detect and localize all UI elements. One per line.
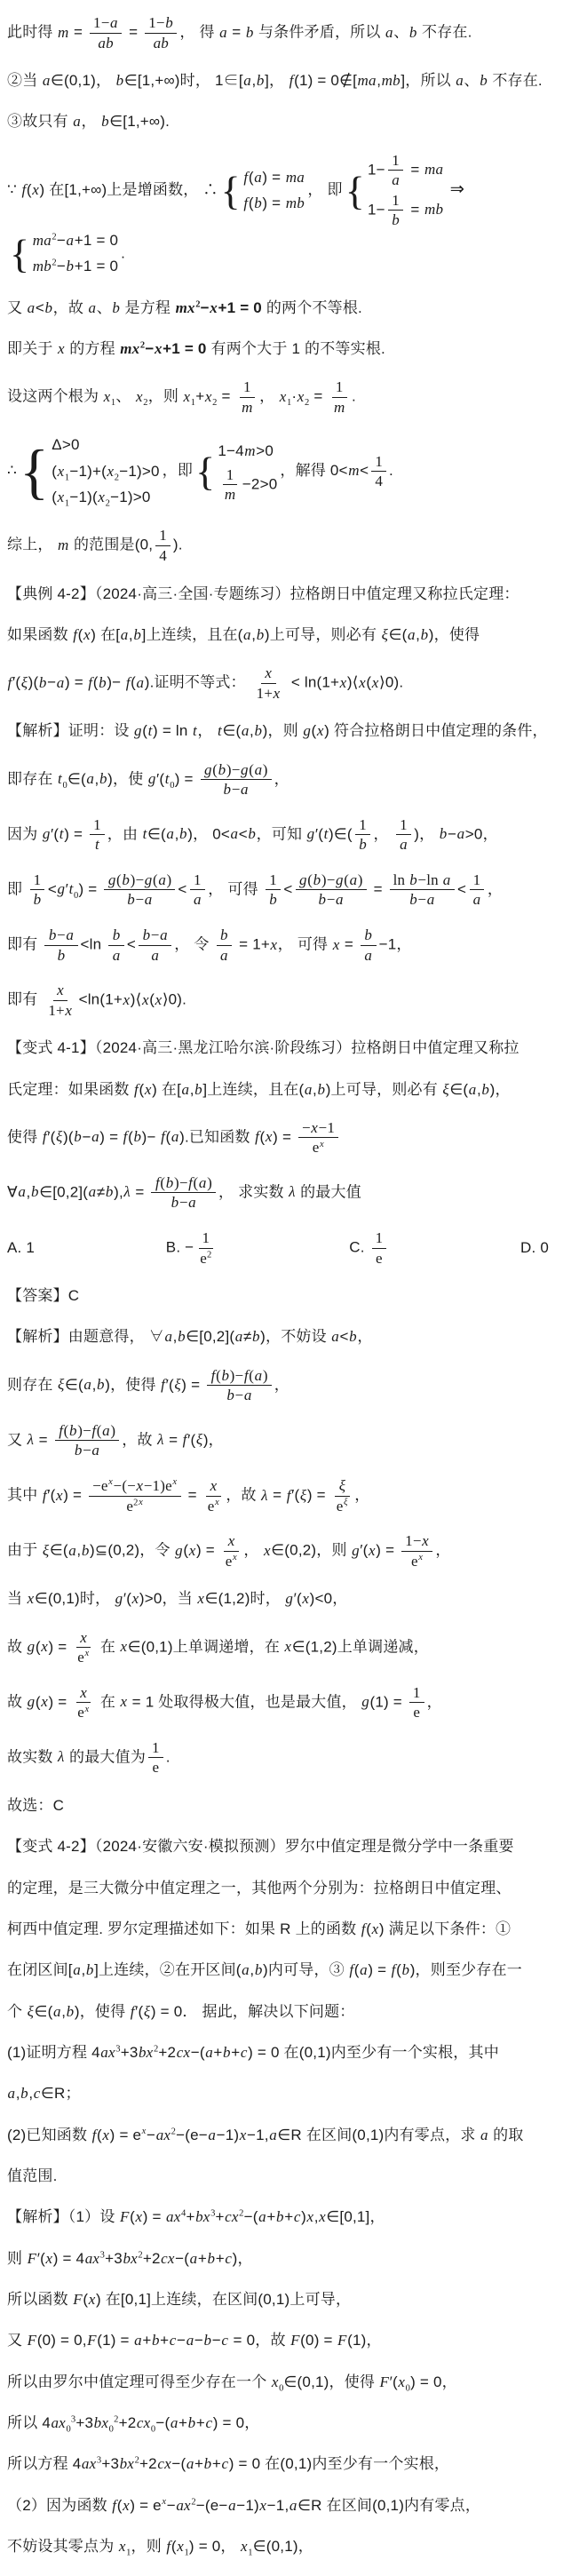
solution-line: 则 $F'(x) = 4ax^3+3bx^2+2cx-(a+b+c)$， [7, 2249, 253, 2267]
left-brace: { [10, 231, 30, 277]
problem-line: 在闭区间[a,b]上连续，②在开区间(a,b)内可导，③ f(a) = f(b)，则至少存在一 [7, 1961, 522, 1979]
fraction: $\frac{-e^x-(-x-1)e^x}{e^{2x}}$ [89, 1477, 181, 1515]
fraction: $\frac{1}{m}$ [329, 378, 348, 416]
problem-line: (1)证明方程 $4ax^3+3bx^2+2cx-(a+b+c) = 0$ 在(0,1)内至少有一个实根，其中 [7, 2043, 499, 2061]
option-a: A. 1 [7, 1238, 36, 1256]
option-d: D. 0 [520, 1238, 549, 1256]
equation-system: { 1−4m>0 $\frac{1}{m}$ −2>0 [195, 442, 278, 504]
fraction: $\frac{g(b)-g(a)}{b-a}$ [104, 871, 175, 909]
solution-line: 因为 g′(t) = $\frac{1}{t}$ ，由 t∈(a,b)， 0<a<b，可知 g′(t)∈( $\frac{1}{b}$ ， $\frac{1}{a}$ )， b−a>0， [7, 815, 498, 854]
fraction: $\frac{x}{1+x}$ [256, 664, 281, 702]
equation-system: { Δ>0 $(x_1-1)+(x_2-1)>0$ $(x_1-1)(x_2-1)>0$ [20, 436, 160, 509]
solution-line: 设这两个根为 $x_1$、 $x_2$，则 $x_1+x_2$ = $\frac{1}{m}$ ， $x_1\cdot x_2$ = $\frac{1}{m}$ . [7, 378, 356, 416]
fraction: $\frac{f(b)-f(a)}{b-a}$ [207, 1367, 272, 1404]
problem-line: a,b,c∈R； [7, 2085, 81, 2103]
left-brace: { [195, 449, 216, 495]
left-brace: { [20, 437, 50, 505]
solution-line: 即 $\frac{1}{b}$ $<g't_0$) = $\frac{g(b)-g(a)}{b-a}$ < $\frac{1}{a}$ ， 可得 $\frac{1}{b}$ < $\frac{g(b)-g(a)}{b-a}$ = $\frac{\text{ln b−ln a}}{b-a}$ < $\frac{1}{a}$ ， [7, 871, 504, 909]
variant-4-2-heading: 【变式 4-2】（2024·安徽六安·模拟预测）罗尔中值定理是微分学中一条重要 [7, 1838, 514, 1856]
solution-line: 故 g(x) = $\frac{x}{e^x}$ 在 x∈(0,1)上单调递增，在 x∈(1,2)上单调递减， [7, 1628, 429, 1666]
option-row [7, 1220, 572, 1276]
solution-line: 当 x∈(0,1)时， g′(x)>0，当 x∈(1,2)时， g′(x)<0， [7, 1590, 348, 1608]
fraction: $\frac{1}{e}$ [372, 1229, 387, 1267]
fraction: $\frac{g(b)-g(a)}{b-a}$ [201, 761, 272, 799]
solution-line: 所以函数 F(x) 在[0,1]上连续，在区间(0,1)上可导， [7, 2290, 352, 2308]
fraction: $\frac{1}{e}$ [148, 1739, 163, 1777]
fraction: $\frac{b}{a}$ [217, 926, 233, 964]
solution-line: 其中 f′(x) = $\frac{-e^x-(-x-1)e^x}{e^{2x}}$ = $\frac{x}{e^x}$ ，故 λ = f′(ξ) = $\frac{\xi}{e^\xi}$ ， [7, 1477, 370, 1515]
equation-system: { 1− $\frac{1}{a}$ = ma 1− $\frac{1}{b}$ = mb [345, 151, 444, 229]
fraction: $\frac{1}{t}$ [90, 816, 105, 854]
fraction: $\frac{x}{e^x}$ [222, 1532, 242, 1570]
equation-system: { $ma^2-a+1 = 0$ $mb^2-b+1 = 0$ [10, 231, 119, 277]
fraction: $\frac{b-a}{b}$ [44, 926, 77, 964]
problem-line: 值范围. [7, 2167, 58, 2184]
solution-line: 又 F(0) = 0,F(1) = a+b+c−a−b−c = 0，故 F(0) = F(1)， [7, 2332, 382, 2349]
solution-line: 则存在 ξ∈(a,b)，使得 f′(ξ) = $\frac{f(b)-f(a)}{b-a}$ ， [7, 1366, 290, 1404]
choice-line: 故选：C [7, 1796, 65, 1814]
solution-line: 又 a<b，故 a、b 是方程 $mx^2-x+1 = 0$ 的两个不等根. [7, 298, 362, 316]
problem-line: 的定理，是三大微分中值定理之一，其他两个分别为：拉格朗日中值定理、 [7, 1879, 512, 1896]
fraction: $\frac{-x-1}{e^x}$ [298, 1119, 338, 1157]
fraction: $\frac{f(b)-f(a)}{b-a}$ [151, 1174, 216, 1212]
fraction: $\frac{1}{e}$ [409, 1684, 424, 1721]
left-brace: { [345, 167, 365, 213]
fraction: $\frac{1}{b}$ [266, 871, 282, 909]
problem-line: 使得 f′(ξ)(b−a) = f(b)− f(a).已知函数 f(x) = $\frac{-x-1}{e^x}$ [7, 1110, 572, 1165]
fraction: $\frac{x}{1+x}$ [48, 982, 73, 1019]
fraction: $\frac{1}{b}$ [355, 816, 371, 854]
equation-system: { f(a) = ma f(b) = mb [220, 167, 305, 213]
problem-line: f′(ξ)(b−a) = f(b)− f(a).证明不等式： $\frac{x}{1+x}$ < ln(1+x)⟨x(x⟩0). [7, 664, 404, 702]
analysis-line: 【解析】由题意得， ∀a,b∈[0,2](a≠b)，不妨设 a<b， [7, 1328, 373, 1346]
fraction: $\frac{x}{e^x}$ [204, 1477, 224, 1515]
fraction: $\frac{\text{ln b−ln a}}{b-a}$ [390, 871, 455, 909]
fraction: $\frac{g(b)-g(a)}{b-a}$ [296, 871, 367, 909]
fraction: $\frac{1}{a}$ [388, 152, 404, 189]
analysis-line: 【解析】证明：设 g(t) = ln t， t∈(a,b)，则 g(x) 符合拉格朗日中值定理的条件， [7, 722, 548, 740]
fraction: $\frac{f(b)-f(a)}{b-a}$ [55, 1422, 120, 1459]
fraction: $\frac{1}{4}$ [371, 453, 386, 490]
problem-line: 柯西中值定理. 罗尔定理描述如下：如果 R 上的函数 f(x) 满足以下条件：① [7, 1920, 512, 1937]
fraction: $\frac{x}{e^x}$ [74, 1629, 93, 1666]
fraction: $\frac{x}{e^x}$ [74, 1684, 93, 1721]
problem-line: ∀a,b∈[0,2](a≠b),λ = $\frac{f(b)-f(a)}{b-a}$ ， 求实数 λ 的最大值 [7, 1173, 361, 1212]
fraction: $\frac{1-b}{ab}$ [145, 14, 177, 52]
solution-line: 不妨设其零点为 $x_1$，则 $f(x_1) = 0$， $x_1\in(0,1)$， [7, 2538, 313, 2558]
fraction: $\frac{1}{a}$ [469, 871, 485, 909]
solution-line: ∴ { Δ>0 $(x_1-1)+(x_2-1)>0$ $(x_1-1)(x_2-1)>0$ ，即 { 1−4m>0 $\frac{1}{m}$ −2>0 ，解得 0<m< $\frac{1}{4}$ . [7, 425, 572, 518]
solution-line: 故 g(x) = $\frac{x}{e^x}$ 在 x = 1 处取得极大值，也是最大值， g(1) = $\frac{1}{e}$ ， [7, 1683, 442, 1721]
problem-line: 如果函数 f(x) 在[a,b]上连续，且在(a,b)上可导，则必有 ξ∈(a,b)，使得 [7, 625, 480, 643]
problem-line: 个 ξ∈(a,b)，使得 f′(ξ) = 0． 据此，解决以下问题： [7, 2002, 355, 2020]
fraction: $\frac{\xi}{e^\xi}$ [336, 1477, 348, 1515]
solution-line: 此时得 m = $\frac{1-a}{ab}$ = $\frac{1-b}{ab}$ ， 得 a = b 与条件矛盾，所以 a、b 不存在. [7, 14, 472, 52]
fraction: $\frac{1}{m}$ [238, 378, 257, 416]
solution-line: 由于 ξ∈(a,b)⊆(0,2)，令 g(x) = $\frac{x}{e^x}$ ， x∈(0,2)，则 g′(x) = $\frac{1-x}{e^x}$ ， [7, 1532, 451, 1570]
solution-line: 综上， m 的范围是(0, $\frac{1}{4}$ ). [7, 527, 183, 565]
fraction: $\frac{1-a}{ab}$ [90, 14, 122, 52]
option-b: B. − $\frac{1}{e^2}$ [166, 1229, 218, 1267]
fraction: $\frac{b}{a}$ [108, 926, 124, 964]
fraction: $\frac{b}{a}$ [361, 926, 377, 964]
fraction: $\frac{1-x}{e^x}$ [401, 1532, 432, 1570]
answer-line: 【答案】C [7, 1287, 80, 1305]
solution-line: ②当 a∈(0,1)， b∈[1,+∞)时， 1∈[a,b]， f(1) = 0∉[ma,mb]，所以 a、b 不存在. [7, 72, 543, 90]
fraction: $\frac{1}{m}$ [220, 466, 239, 504]
fraction: $\frac{1}{4}$ [155, 527, 171, 564]
solution-line: 所以方程 $4ax^3+3bx^2+2cx-(a+b+c) = 0$ 在(0,1)内至少有一个实根， [7, 2455, 450, 2473]
solution-line: 即有 $\frac{b-a}{b}$ <ln $\frac{b}{a}$ < $\frac{b-a}{a}$ ， 令 $\frac{b}{a}$ = 1+x， 可得 x = $\frac{b}{a}$ −1， [7, 926, 412, 964]
solution-line: 故实数 λ 的最大值为 $\frac{1}{e}$ . [7, 1738, 171, 1777]
fraction: $\frac{1}{b}$ [29, 871, 45, 909]
solution-line: 即关于 x 的方程 $mx^2-x+1 = 0$ 有两个大于 1 的不等实根. [7, 340, 385, 357]
solution-line: ∵ f(x) 在[1,+∞)上是增函数， ∴ { f(a) = ma f(b) = mb ， 即 { 1− $\frac{1}{a}$ = ma 1− $\frac{1}{b}$ = mb ⇒ { $ma^2-a+1 = 0$ $mb^2-b+1 = 0$ . [7, 143, 572, 288]
problem-line: (2)已知函数 $f(x) = e^x-ax^2-(e-a-1)x-1,a\in R$ 在区间(0,1)内有零点，求 a 的取 [7, 2126, 524, 2143]
option-c: C. $\frac{1}{e}$ [349, 1229, 389, 1267]
problem-line: 氏定理：如果函数 f(x) 在[a,b]上连续，且在(a,b)上可导，则必有 ξ∈(a,b)， [7, 1080, 511, 1098]
solution-line: 所以由罗尔中值定理可得至少存在一个 $x_0\in(0,1)$，使得 $F'(x_0) = 0$， [7, 2373, 457, 2394]
fraction: $\frac{1}{e^2}$ [200, 1229, 212, 1267]
solution-line: 所以 $4ax_0^3+3bx_0^2+2cx_0-(a+b+c) = 0$， [7, 2413, 260, 2435]
solution-line: 又 λ = $\frac{f(b)-f(a)}{b-a}$ ，故 λ = f′(ξ)， [7, 1421, 224, 1459]
left-brace: { [220, 167, 241, 213]
fraction: $\frac{1}{b}$ [388, 192, 404, 229]
solution-line: 即存在 $t_0\in(a,b)$，使 $g'(t_0)$ = $\frac{g(b)-g(a)}{b-a}$ ， [7, 760, 290, 799]
solution-line: 即有 $\frac{x}{1+x}$ <ln(1+x)⟨x(x⟩0). [7, 982, 187, 1019]
analysis-line: 【解析】（1）设 $F(x) = ax^4+bx^3+cx^2-(a+b+c)x,x\in[0,1]$， [7, 2208, 385, 2226]
solution-line: （2）因为函数 $f(x) = e^x-ax^2-(e-a-1)x-1,a\in R$ 在区间(0,1)内有零点， [7, 2496, 481, 2514]
fraction: $\frac{b-a}{a}$ [139, 926, 171, 964]
fraction: $\frac{1}{a}$ [396, 816, 412, 854]
solution-line: ③故只有 a， b∈[1,+∞). [7, 113, 171, 131]
example-4-2-heading: 【典例 4-2】（2024·高三·全国·专题练习）拉格朗日中值定理又称拉氏定理： [7, 584, 520, 602]
variant-4-1-heading: 【变式 4-1】（2024·高三·黑龙江哈尔滨·阶段练习）拉格朗日中值定理又称拉 [7, 1039, 520, 1057]
fraction: $\frac{1}{a}$ [190, 871, 206, 909]
